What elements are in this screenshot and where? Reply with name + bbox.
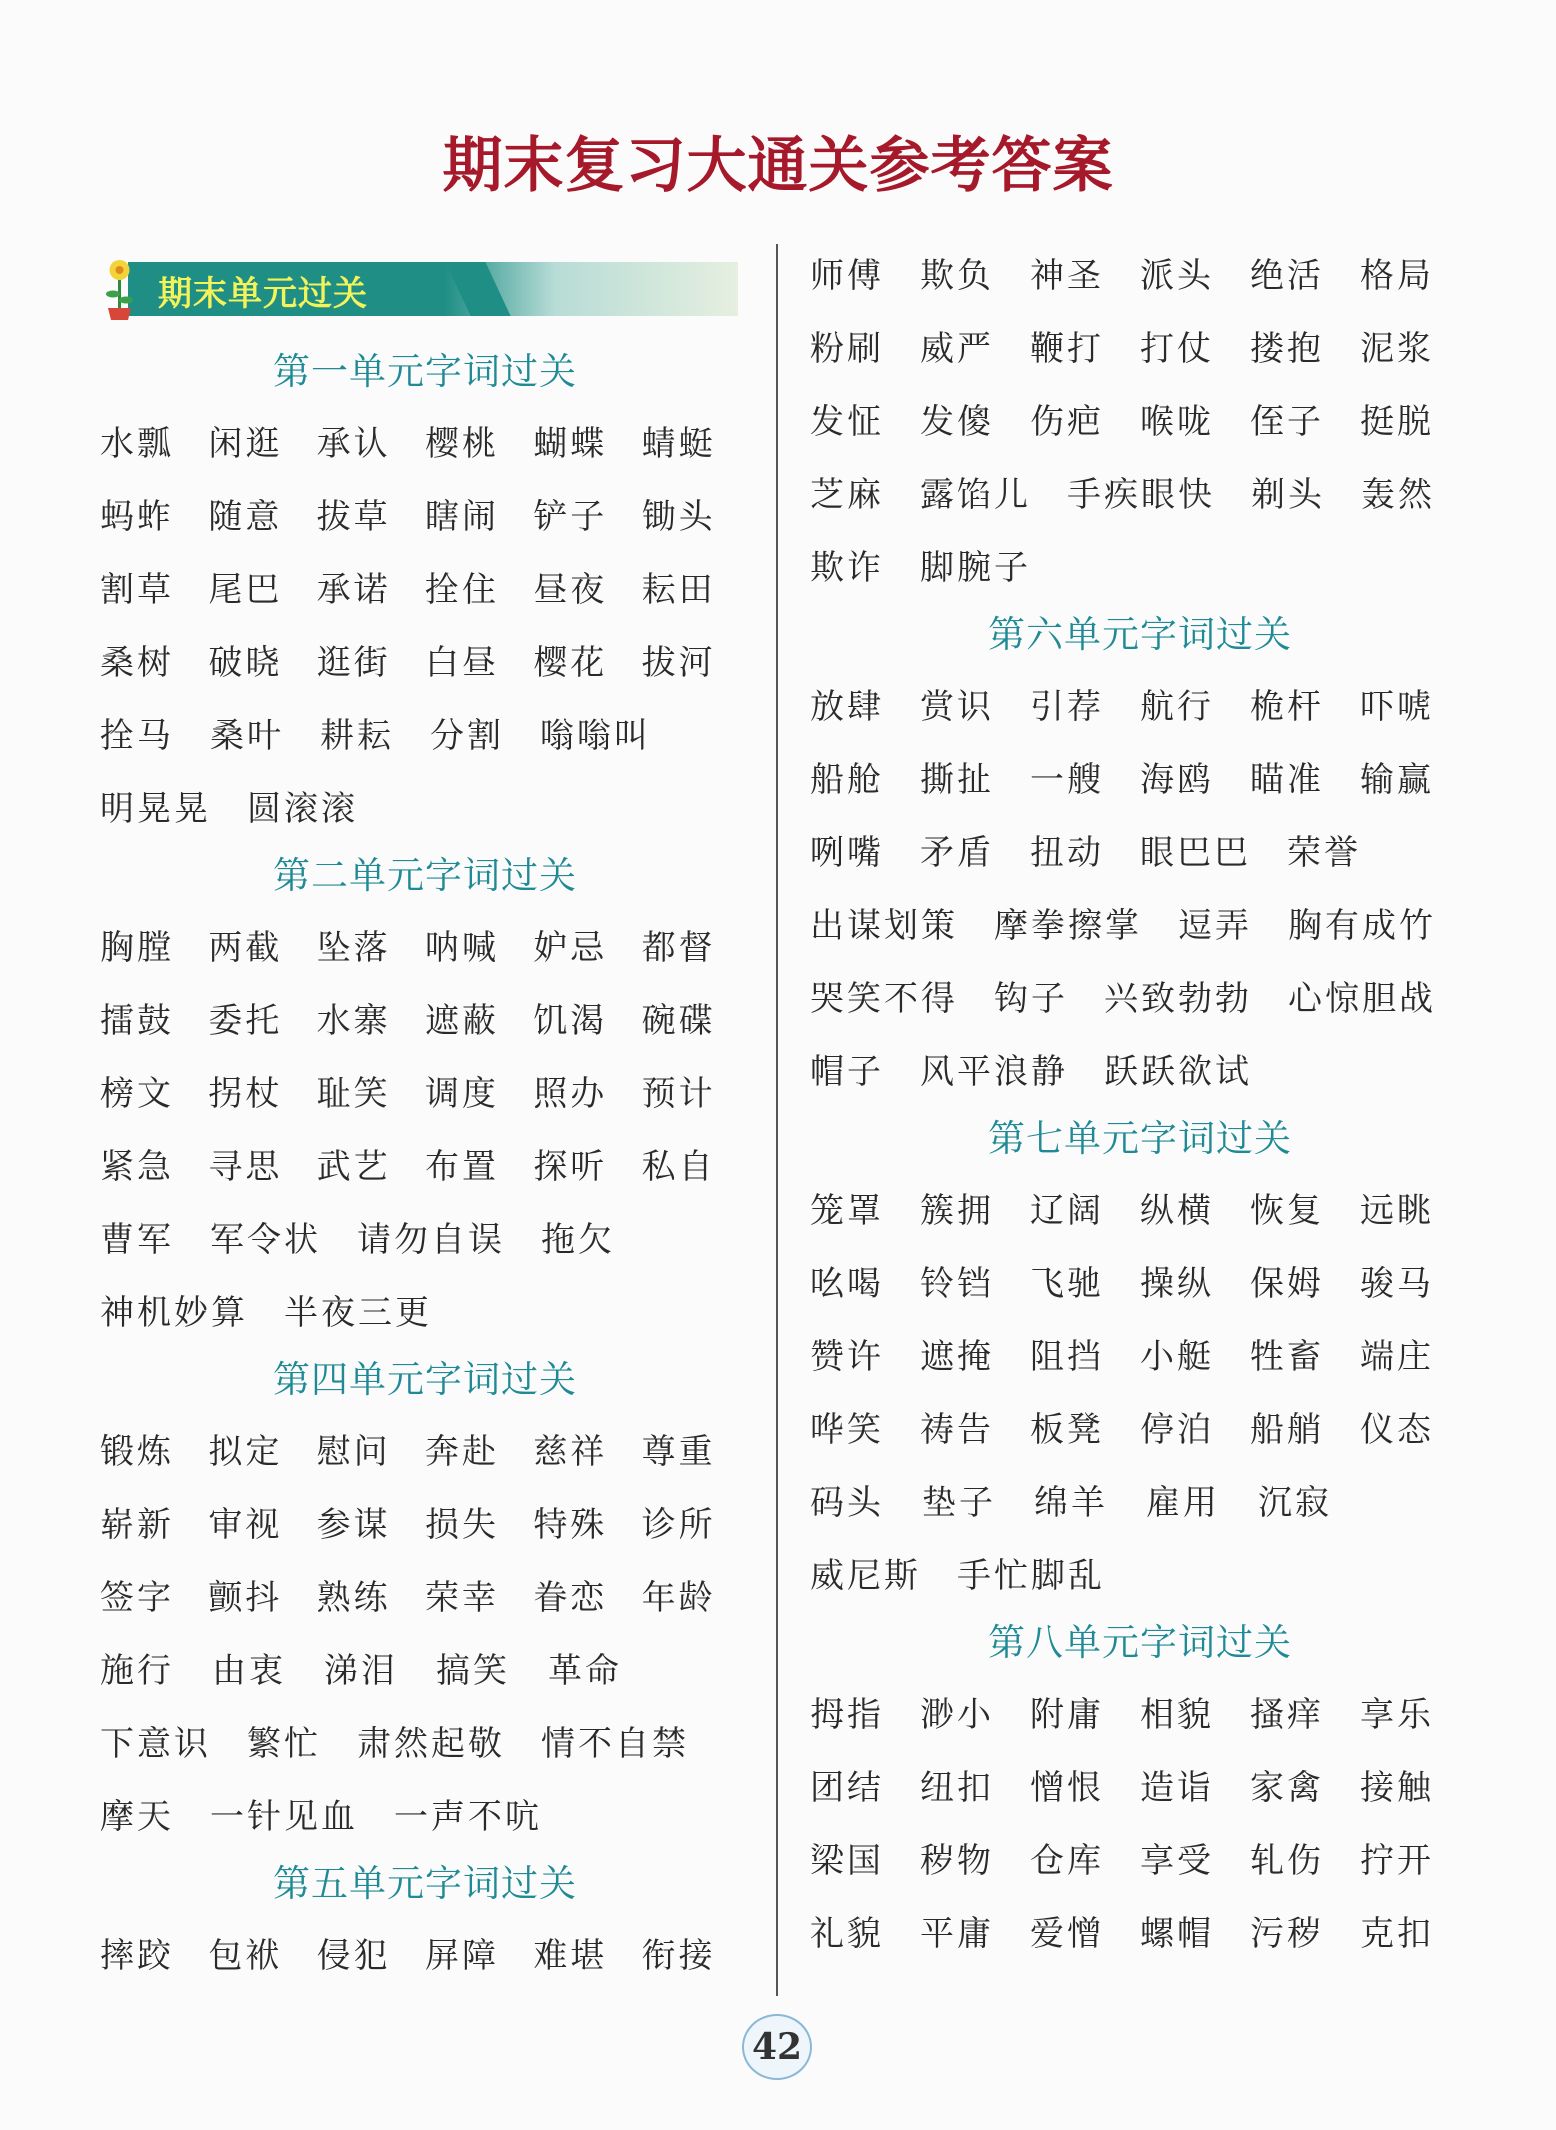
vocab-word: 保姆 <box>1250 1264 1324 1304</box>
vocab-word: 审视 <box>208 1505 283 1545</box>
vocab-word: 瞄准 <box>1250 760 1324 800</box>
right-sections <box>810 236 1470 1967</box>
vocab-word: 蝴蝶 <box>533 424 608 464</box>
vocab-word: 诊所 <box>641 1505 716 1545</box>
vocab-word: 跃跃欲试 <box>1104 1052 1252 1092</box>
vocab-word: 拔草 <box>316 497 391 537</box>
vocab-word: 享受 <box>1140 1841 1214 1881</box>
vocab-word: 锻炼 <box>100 1432 174 1472</box>
word-row <box>100 1273 750 1346</box>
page-title: 期末复习大通关参考答案 <box>442 131 1114 201</box>
vocab-word: 碗碟 <box>641 1001 716 1041</box>
vocab-word: 妒忌 <box>533 928 608 968</box>
vocab-word: 难堪 <box>533 1936 608 1976</box>
word-row <box>810 1894 1470 1967</box>
vocab-word: 耕耘 <box>320 716 394 756</box>
vocab-word: 白昼 <box>424 643 499 683</box>
vocab-word: 粉刷 <box>810 329 884 369</box>
vocab-word: 接触 <box>1360 1768 1434 1808</box>
vocab-word: 颤抖 <box>208 1578 283 1618</box>
vocab-word: 芝麻 <box>810 475 884 515</box>
vocab-word: 秽物 <box>920 1841 994 1881</box>
vocab-word: 纽扣 <box>920 1768 994 1808</box>
vocab-word: 桑叶 <box>210 716 284 756</box>
unit-heading: 第八单元字词过关 <box>988 1621 1292 1664</box>
unit-heading: 第五单元字词过关 <box>273 1862 577 1905</box>
vocab-word: 耘田 <box>641 570 716 610</box>
unit-heading: 第七单元字词过关 <box>988 1117 1292 1160</box>
vocab-word: 师傅 <box>810 256 884 296</box>
vocab-word: 板凳 <box>1030 1410 1104 1450</box>
vocab-word: 摔跤 <box>100 1936 174 1976</box>
word-row <box>100 404 750 477</box>
vocab-word: 紧急 <box>100 1147 174 1187</box>
vocab-word: 欺诈 <box>810 548 884 588</box>
vocab-word: 签字 <box>100 1578 174 1618</box>
unit-heading: 第四单元字词过关 <box>273 1358 577 1401</box>
vocab-word: 心惊胆战 <box>1288 979 1436 1019</box>
vocab-word: 神机妙算 <box>100 1293 248 1333</box>
vocab-word: 造诣 <box>1140 1768 1214 1808</box>
vocab-word: 承认 <box>316 424 391 464</box>
vocab-word: 拧开 <box>1360 1841 1434 1881</box>
vocab-word: 放肆 <box>810 687 884 727</box>
vocab-word: 分割 <box>430 716 504 756</box>
vocab-word: 礼貌 <box>810 1914 884 1954</box>
vocab-word: 肃然起敬 <box>357 1724 505 1764</box>
word-row <box>100 1054 750 1127</box>
vocab-word: 平庸 <box>920 1914 994 1954</box>
vocab-word: 祷告 <box>920 1410 994 1450</box>
flower-icon <box>100 254 140 322</box>
word-row <box>810 667 1470 740</box>
vocab-word: 繁忙 <box>247 1724 321 1764</box>
vocab-word: 仓库 <box>1030 1841 1104 1881</box>
vocab-word: 轰然 <box>1361 475 1435 515</box>
vocab-word: 特殊 <box>533 1505 608 1545</box>
vocab-word: 尊重 <box>641 1432 716 1472</box>
vocab-word: 停泊 <box>1140 1410 1214 1450</box>
vocab-word: 遮掩 <box>920 1337 994 1377</box>
left-column <box>100 238 750 1989</box>
vocab-word: 逗弄 <box>1178 906 1252 946</box>
vocab-word: 革命 <box>548 1651 622 1691</box>
word-row <box>810 1244 1470 1317</box>
word-row <box>810 382 1470 455</box>
vocab-word: 侵犯 <box>316 1936 391 1976</box>
word-row <box>100 1558 750 1631</box>
vocab-word: 委托 <box>208 1001 283 1041</box>
vocab-word: 两截 <box>208 928 283 968</box>
vocab-word: 绵羊 <box>1034 1483 1108 1523</box>
vocab-word: 蚂蚱 <box>100 497 174 537</box>
vocab-word: 码头 <box>810 1483 884 1523</box>
vocab-word: 明晃晃 <box>100 789 211 829</box>
word-row <box>100 696 750 769</box>
vocab-word: 输赢 <box>1360 760 1434 800</box>
vocab-word: 牲畜 <box>1250 1337 1324 1377</box>
word-row <box>810 1748 1470 1821</box>
vocab-word: 奔赴 <box>424 1432 499 1472</box>
vocab-word: 渺小 <box>920 1695 994 1735</box>
vocab-word: 团结 <box>810 1768 884 1808</box>
word-row <box>810 1032 1470 1105</box>
vocab-word: 泥浆 <box>1360 329 1434 369</box>
vocab-word: 请勿自误 <box>357 1220 505 1260</box>
vocab-word: 兴致勃勃 <box>1104 979 1252 1019</box>
vocab-word: 崭新 <box>100 1505 174 1545</box>
vocab-word: 矛盾 <box>920 833 994 873</box>
vocab-word: 锄头 <box>641 497 716 537</box>
vocab-word: 衔接 <box>641 1936 716 1976</box>
vocab-word: 沉寂 <box>1258 1483 1332 1523</box>
vocab-word: 螺帽 <box>1140 1914 1214 1954</box>
vocab-word: 搔痒 <box>1250 1695 1324 1735</box>
vocab-word: 欺负 <box>920 256 994 296</box>
vocab-word: 憎恨 <box>1030 1768 1104 1808</box>
vocab-word: 半夜三更 <box>284 1293 432 1333</box>
word-row <box>810 813 1470 886</box>
vocab-word: 铲子 <box>533 497 608 537</box>
vocab-word: 胸膛 <box>100 928 174 968</box>
vocab-word: 樱桃 <box>424 424 499 464</box>
vocab-word: 施行 <box>100 1651 174 1691</box>
vocab-word: 摩天 <box>100 1797 174 1837</box>
vocab-word: 相貌 <box>1140 1695 1214 1735</box>
vocab-word: 预计 <box>641 1074 716 1114</box>
vocab-word: 侄子 <box>1250 402 1324 442</box>
vocab-word: 哗笑 <box>810 1410 884 1450</box>
vocab-word: 派头 <box>1140 256 1214 296</box>
vocab-word: 探听 <box>533 1147 608 1187</box>
vocab-word: 水寨 <box>316 1001 391 1041</box>
vocab-word: 爱憎 <box>1030 1914 1104 1954</box>
word-row <box>810 886 1470 959</box>
vocab-word: 伤疤 <box>1030 402 1104 442</box>
vocab-word: 嗡嗡叫 <box>540 716 651 756</box>
vocab-word: 昼夜 <box>533 570 608 610</box>
vocab-word: 纵横 <box>1140 1191 1214 1231</box>
vocab-word: 拔河 <box>641 643 716 683</box>
vocab-word: 鞭打 <box>1030 329 1104 369</box>
vocab-word: 一针见血 <box>210 1797 358 1837</box>
vocab-word: 出谋划策 <box>810 906 958 946</box>
vocab-word: 下意识 <box>100 1724 211 1764</box>
vocab-word: 威尼斯 <box>810 1556 921 1596</box>
word-row <box>810 1675 1470 1748</box>
vocab-word: 涕泪 <box>324 1651 398 1691</box>
vocab-word: 布置 <box>424 1147 499 1187</box>
vocab-word: 雇用 <box>1146 1483 1220 1523</box>
vocab-word: 调度 <box>424 1074 499 1114</box>
vocab-word: 瞎闹 <box>424 497 499 537</box>
vocab-word: 吆喝 <box>810 1264 884 1304</box>
vocab-word: 承诺 <box>316 570 391 610</box>
vocab-word: 樱花 <box>533 643 608 683</box>
vocab-word: 恢复 <box>1250 1191 1324 1231</box>
vocab-word: 露馅儿 <box>920 475 1031 515</box>
vocab-word: 打仗 <box>1140 329 1214 369</box>
word-row <box>100 908 750 981</box>
vocab-word: 喉咙 <box>1140 402 1214 442</box>
vocab-word: 仪态 <box>1360 1410 1434 1450</box>
section-banner-label: 期末单元过关 <box>158 274 368 314</box>
word-row <box>810 1390 1470 1463</box>
vocab-word: 由衷 <box>212 1651 286 1691</box>
vocab-word: 格局 <box>1360 256 1434 296</box>
vocab-word: 照办 <box>533 1074 608 1114</box>
word-row <box>100 477 750 550</box>
vocab-word: 桑树 <box>100 643 174 683</box>
word-row <box>100 1412 750 1485</box>
vocab-word: 拴住 <box>424 570 499 610</box>
vocab-word: 熟练 <box>316 1578 391 1618</box>
word-row <box>100 1485 750 1558</box>
vocab-word: 赏识 <box>920 687 994 727</box>
vocab-word: 搂抱 <box>1250 329 1324 369</box>
vocab-word: 污秽 <box>1250 1914 1324 1954</box>
word-row <box>810 1536 1470 1609</box>
vocab-word: 参谋 <box>316 1505 391 1545</box>
vocab-word: 哭笑不得 <box>810 979 958 1019</box>
vocab-word: 挺脱 <box>1360 402 1434 442</box>
vocab-word: 铃铛 <box>920 1264 994 1304</box>
vocab-word: 发傻 <box>920 402 994 442</box>
vocab-word: 随意 <box>208 497 283 537</box>
vocab-word: 耻笑 <box>316 1074 391 1114</box>
word-row <box>100 769 750 842</box>
word-row <box>100 1200 750 1273</box>
vocab-word: 榜文 <box>100 1074 174 1114</box>
vocab-word: 荣幸 <box>424 1578 499 1618</box>
vocab-word: 尾巴 <box>208 570 283 610</box>
vocab-word: 脚腕子 <box>920 548 1031 588</box>
column-divider <box>776 244 778 1996</box>
vocab-word: 桅杆 <box>1250 687 1324 727</box>
left-sections <box>100 344 750 1989</box>
vocab-word: 扭动 <box>1030 833 1104 873</box>
vocab-word: 引荐 <box>1030 687 1104 727</box>
vocab-word: 克扣 <box>1360 1914 1434 1954</box>
word-row <box>810 1317 1470 1390</box>
right-column <box>810 236 1470 1967</box>
word-row <box>810 1821 1470 1894</box>
unit-heading: 第二单元字词过关 <box>273 854 577 897</box>
vocab-word: 慈祥 <box>533 1432 608 1472</box>
word-row <box>810 740 1470 813</box>
vocab-word: 逛街 <box>316 643 391 683</box>
vocab-word: 撕扯 <box>920 760 994 800</box>
vocab-word: 都督 <box>641 928 716 968</box>
word-row <box>100 1704 750 1777</box>
word-row <box>100 1631 750 1704</box>
vocab-word: 年龄 <box>641 1578 716 1618</box>
vocab-word: 遮蔽 <box>424 1001 499 1041</box>
vocab-word: 远眺 <box>1360 1191 1434 1231</box>
vocab-word: 辽阔 <box>1030 1191 1104 1231</box>
vocab-word: 钩子 <box>994 979 1068 1019</box>
vocab-word: 拴马 <box>100 716 174 756</box>
vocab-word: 水瓢 <box>100 424 174 464</box>
vocab-word: 阻挡 <box>1030 1337 1104 1377</box>
vocab-word: 军令状 <box>210 1220 321 1260</box>
vocab-word: 摩拳擦掌 <box>994 906 1142 946</box>
vocab-word: 坠落 <box>316 928 391 968</box>
vocab-word: 端庄 <box>1360 1337 1434 1377</box>
vocab-word: 眼巴巴 <box>1140 833 1251 873</box>
section-banner <box>100 254 740 322</box>
vocab-word: 操纵 <box>1140 1264 1214 1304</box>
vocab-word: 飞驰 <box>1030 1264 1104 1304</box>
vocab-word: 包袱 <box>208 1936 283 1976</box>
vocab-word: 情不自禁 <box>541 1724 689 1764</box>
vocab-word: 拐杖 <box>208 1074 283 1114</box>
vocab-word: 船艄 <box>1250 1410 1324 1450</box>
vocab-word: 寻思 <box>208 1147 283 1187</box>
vocab-word: 附庸 <box>1030 1695 1104 1735</box>
vocab-word: 海鸥 <box>1140 760 1214 800</box>
word-row <box>100 550 750 623</box>
vocab-word: 航行 <box>1140 687 1214 727</box>
vocab-word: 荣誉 <box>1287 833 1361 873</box>
word-row <box>810 959 1470 1032</box>
page-number: 42 <box>742 2014 812 2080</box>
vocab-word: 帽子 <box>810 1052 884 1092</box>
vocab-word: 骏马 <box>1360 1264 1434 1304</box>
vocab-word: 呐喊 <box>424 928 499 968</box>
unit-heading: 第六单元字词过关 <box>988 613 1292 656</box>
word-row <box>810 1171 1470 1244</box>
vocab-word: 赞许 <box>810 1337 884 1377</box>
vocab-word: 蜻蜓 <box>641 424 716 464</box>
vocab-word: 损失 <box>424 1505 499 1545</box>
vocab-word: 簇拥 <box>920 1191 994 1231</box>
vocab-word: 家禽 <box>1250 1768 1324 1808</box>
vocab-word: 发怔 <box>810 402 884 442</box>
word-row <box>100 981 750 1054</box>
vocab-word: 擂鼓 <box>100 1001 174 1041</box>
vocab-word: 破晓 <box>208 643 283 683</box>
vocab-word: 割草 <box>100 570 174 610</box>
vocab-word: 拇指 <box>810 1695 884 1735</box>
vocab-word: 私自 <box>641 1147 716 1187</box>
vocab-word: 享乐 <box>1360 1695 1434 1735</box>
word-row <box>810 309 1470 382</box>
vocab-word: 闲逛 <box>208 424 283 464</box>
vocab-word: 慰问 <box>316 1432 391 1472</box>
vocab-word: 拟定 <box>208 1432 283 1472</box>
word-row <box>100 1916 750 1989</box>
vocab-word: 威严 <box>920 329 994 369</box>
vocab-word: 绝活 <box>1250 256 1324 296</box>
vocab-word: 胸有成竹 <box>1288 906 1436 946</box>
vocab-word: 屏障 <box>424 1936 499 1976</box>
vocab-word: 搞笑 <box>436 1651 510 1691</box>
vocab-word: 轧伤 <box>1250 1841 1324 1881</box>
vocab-word: 饥渴 <box>533 1001 608 1041</box>
vocab-word: 曹军 <box>100 1220 174 1260</box>
vocab-word: 一艘 <box>1030 760 1104 800</box>
word-row <box>100 623 750 696</box>
word-row <box>810 455 1470 528</box>
vocab-word: 一声不吭 <box>394 1797 542 1837</box>
vocab-word: 拖欠 <box>541 1220 615 1260</box>
vocab-word: 咧嘴 <box>810 833 884 873</box>
vocab-word: 吓唬 <box>1360 687 1434 727</box>
vocab-word: 垫子 <box>922 1483 996 1523</box>
vocab-word: 船舱 <box>810 760 884 800</box>
vocab-word: 眷恋 <box>533 1578 608 1618</box>
vocab-word: 武艺 <box>316 1147 391 1187</box>
word-row <box>810 236 1470 309</box>
vocab-word: 笼罩 <box>810 1191 884 1231</box>
vocab-word: 手疾眼快 <box>1067 475 1215 515</box>
word-row <box>810 1463 1470 1536</box>
vocab-word: 神圣 <box>1030 256 1104 296</box>
vocab-word: 圆滚滚 <box>247 789 358 829</box>
word-row <box>100 1127 750 1200</box>
vocab-word: 小艇 <box>1140 1337 1214 1377</box>
vocab-word: 手忙脚乱 <box>957 1556 1105 1596</box>
vocab-word: 剃头 <box>1251 475 1325 515</box>
word-row <box>810 528 1470 601</box>
word-row <box>100 1777 750 1850</box>
vocab-word: 梁国 <box>810 1841 884 1881</box>
unit-heading: 第一单元字词过关 <box>273 350 577 393</box>
vocab-word: 风平浪静 <box>920 1052 1068 1092</box>
